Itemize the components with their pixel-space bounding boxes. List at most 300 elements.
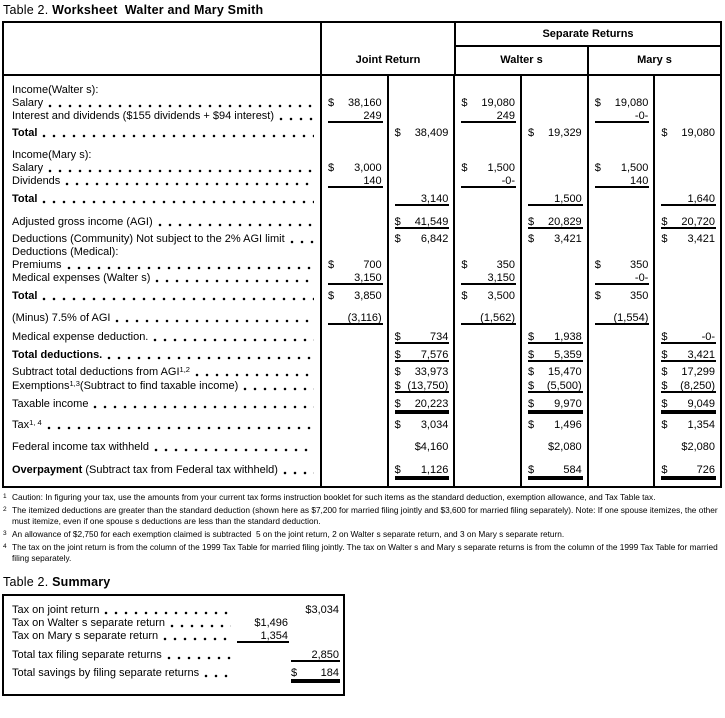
row-label-rest: (Subtract to find taxable income)	[79, 380, 239, 392]
amount-cell	[653, 149, 720, 162]
amount-value: 38,409	[414, 127, 449, 139]
amount-cell	[520, 175, 587, 188]
header-separate-returns-group	[454, 23, 720, 74]
amount-value: -0-	[701, 331, 716, 343]
footnote	[2, 542, 723, 564]
amount-cell	[520, 149, 587, 162]
amount-cell	[453, 464, 520, 477]
amount-value: 20,829	[548, 216, 582, 228]
amount-value: 3,421	[554, 233, 582, 245]
summary-row-label	[4, 649, 237, 662]
amount-cell	[453, 193, 520, 206]
amount-cell	[520, 193, 587, 206]
amount-value: 140	[630, 175, 649, 187]
row-label-text: Interest and dividends ($155 dividends + $94 interest)	[12, 110, 275, 122]
row-label-text: Taxable income	[12, 398, 89, 410]
amount-cell	[322, 398, 387, 411]
row-label-text: Salary	[12, 97, 44, 109]
amount-cell	[587, 175, 654, 188]
amount-cell	[520, 290, 587, 303]
summary-label-text: Total tax filing separate returns	[12, 649, 162, 661]
worksheet-table-header	[4, 23, 720, 76]
amount-cell	[387, 303, 454, 312]
summary-row-label	[4, 604, 237, 617]
amount-cell	[587, 432, 654, 441]
amount	[461, 175, 516, 188]
footnote-reference: 1,3	[69, 380, 80, 388]
summary-row	[4, 667, 340, 680]
table-row	[4, 149, 720, 162]
amount-cell	[387, 419, 454, 432]
table-row	[4, 464, 720, 477]
amount-cell	[322, 233, 387, 246]
dollar-sign: $	[661, 127, 668, 139]
amount-cell	[322, 140, 387, 149]
amount-value: 350	[496, 259, 516, 271]
dollar-sign: $	[394, 464, 401, 476]
amount-value: -0-	[634, 272, 649, 284]
row-label	[4, 206, 322, 216]
dollar-sign: $	[661, 331, 668, 343]
amount-cell	[387, 140, 454, 149]
summary-row	[4, 630, 340, 643]
amount-value: 9,049	[687, 398, 716, 410]
footnote-text: The itemized deductions are greater than the standard deduction (shown here as $7,200 for married filing jointly and $3,600 for married filing separately). Note: If one spouse itemizes, the other must itemize, even if one spouse s deductions are less than the standard deduction.	[12, 505, 718, 526]
row-label	[4, 290, 322, 303]
amount-cell	[520, 140, 587, 149]
amount-cell	[453, 110, 520, 123]
row-label	[4, 411, 322, 419]
row-label	[4, 331, 322, 344]
row-label-bold: Overpayment	[12, 464, 83, 476]
row-label-text: Deductions (Community) Not subject to the 2% AGI limit	[12, 233, 285, 245]
amount-value: 3,000	[354, 162, 382, 174]
row-label	[4, 303, 322, 312]
amount-cell	[322, 419, 387, 432]
amount	[661, 398, 716, 411]
table-row	[4, 259, 720, 272]
table-row	[4, 110, 720, 123]
row-label	[4, 162, 322, 175]
amount-cell	[587, 454, 654, 464]
amount-value: (8,250)	[680, 380, 716, 392]
dot-leader	[158, 216, 314, 229]
amount-cell	[453, 233, 520, 246]
amount-cell	[453, 432, 520, 441]
amount-cell	[453, 175, 520, 188]
amount-cell	[520, 246, 587, 259]
amount-cell	[653, 464, 720, 477]
amount	[528, 398, 583, 411]
amount	[461, 259, 516, 272]
dollar-sign: $	[528, 366, 535, 378]
amount-value: $2,080	[681, 441, 716, 453]
amount-value: 3,140	[420, 193, 449, 205]
amount-cell	[453, 216, 520, 229]
amount	[328, 97, 383, 110]
amount-cell	[587, 380, 654, 393]
amount-cell	[322, 149, 387, 162]
row-label-text: Adjusted gross income (AGI)	[12, 216, 153, 228]
amount	[395, 331, 450, 344]
dollar-sign: $	[528, 419, 535, 431]
dot-leader	[47, 419, 314, 432]
dot-leader	[153, 331, 314, 344]
amount-cell	[453, 97, 520, 110]
row-label	[4, 366, 322, 379]
amount-cell	[387, 398, 454, 411]
amount-cell	[587, 312, 654, 325]
amount-cell	[520, 272, 587, 285]
amount-value: 1,500	[554, 193, 582, 205]
amount	[661, 380, 716, 393]
row-label	[4, 193, 322, 206]
amount-value: 9,970	[554, 398, 582, 410]
summary-mid-amount	[237, 604, 289, 617]
spacer-row	[4, 303, 720, 312]
amount-cell	[322, 366, 387, 379]
amount-cell	[653, 290, 720, 303]
amount-cell	[387, 477, 454, 486]
amount-value: (13,750)	[407, 380, 449, 392]
row-label	[4, 432, 322, 441]
amount-cell	[587, 272, 654, 285]
row-label	[4, 76, 322, 84]
amount-value: 584	[563, 464, 582, 476]
amount-cell	[653, 411, 720, 419]
amount-cell	[322, 349, 387, 362]
amount-cell	[587, 206, 654, 216]
summary-row-label	[4, 630, 237, 643]
amount-cell	[453, 127, 520, 140]
amount	[328, 312, 383, 325]
amount	[461, 272, 516, 285]
amount-cell	[453, 259, 520, 272]
amount-cell	[322, 464, 387, 477]
amount-value: 20,223	[414, 398, 449, 410]
dollar-sign: $	[394, 331, 401, 343]
amount-value: 1,938	[554, 331, 582, 343]
amount	[661, 331, 716, 344]
amount-cell	[453, 76, 520, 84]
amount-cell	[322, 454, 387, 464]
dot-leader	[195, 366, 314, 379]
amount-value: 1,354	[260, 630, 288, 642]
amount-cell	[453, 380, 520, 393]
dot-leader	[115, 312, 314, 325]
row-label	[4, 97, 322, 110]
footnote	[2, 492, 723, 503]
summary-right-amount	[291, 649, 340, 662]
amount-cell	[587, 216, 654, 229]
table-row	[4, 272, 720, 285]
dollar-sign: $	[528, 331, 535, 343]
amount-value: (1,562)	[480, 312, 516, 324]
amount	[595, 162, 650, 175]
amount-cell	[653, 380, 720, 393]
footnote-number: 4	[3, 543, 7, 550]
worksheet-table-body	[4, 76, 720, 486]
amount-value: 19,080	[481, 97, 516, 109]
amount-cell	[453, 441, 520, 454]
amount-value: $2,080	[548, 441, 582, 453]
amount	[461, 110, 516, 123]
amount-cell	[653, 110, 720, 123]
amount-cell	[653, 246, 720, 259]
amount-cell	[520, 97, 587, 110]
header-walters-column: Walter s	[500, 54, 543, 66]
amount-cell	[520, 419, 587, 432]
amount-cell	[387, 331, 454, 344]
dot-leader	[243, 380, 314, 393]
amount-cell	[453, 303, 520, 312]
amount-cell	[587, 464, 654, 477]
summary-row	[4, 617, 340, 630]
summary-mid-amount	[237, 630, 289, 643]
summary-label-text: Tax on Walter s separate return	[12, 617, 166, 629]
amount-cell	[520, 398, 587, 411]
header-separate-subcolumns	[456, 47, 720, 74]
amount-cell	[653, 272, 720, 285]
row-label	[4, 312, 322, 325]
worksheet-title	[3, 3, 725, 17]
amount-cell	[587, 149, 654, 162]
dollar-sign: $	[661, 366, 668, 378]
amount-cell	[587, 349, 654, 362]
header-joint-return: Joint Return	[355, 54, 421, 66]
amount-cell	[520, 441, 587, 454]
amount-cell	[387, 272, 454, 285]
summary-row-label	[4, 617, 237, 630]
spacer-row	[4, 477, 720, 486]
amount-value: 20,720	[681, 216, 716, 228]
amount-cell	[453, 454, 520, 464]
dollar-sign: $	[394, 127, 401, 139]
header-separate-returns: Separate Returns	[456, 23, 720, 47]
amount	[661, 464, 716, 477]
amount-value: 350	[630, 290, 649, 302]
amount-cell	[520, 76, 587, 84]
amount-cell	[322, 303, 387, 312]
dollar-sign: $	[394, 233, 401, 245]
amount	[528, 331, 583, 344]
amount-cell	[520, 110, 587, 123]
table-row	[4, 127, 720, 140]
dollar-sign: $	[461, 290, 468, 302]
amount-value: 7,576	[420, 349, 449, 361]
amount-cell	[520, 477, 587, 486]
amount	[528, 349, 583, 362]
amount-cell	[387, 441, 454, 454]
amount-cell	[387, 206, 454, 216]
table-row	[4, 162, 720, 175]
amount	[395, 380, 450, 393]
amount-value: 3,150	[354, 272, 382, 284]
footnote	[2, 529, 723, 540]
amount	[661, 419, 716, 432]
dot-leader	[155, 272, 314, 285]
amount-cell	[322, 84, 387, 97]
amount-cell	[322, 380, 387, 393]
row-label-text: Medical expense deduction.	[12, 331, 149, 343]
row-label-text: Exemptions	[12, 380, 70, 392]
amount-cell	[453, 149, 520, 162]
amount-value: 726	[696, 464, 716, 476]
amount-value: 38,160	[348, 97, 382, 109]
amount	[395, 441, 450, 454]
dot-leader	[48, 97, 314, 110]
amount-cell	[387, 97, 454, 110]
summary-mid-amount	[237, 617, 289, 630]
amount-cell	[653, 259, 720, 272]
amount-cell	[322, 110, 387, 123]
amount-cell	[653, 366, 720, 379]
amount-cell	[520, 411, 587, 419]
amount-cell	[520, 259, 587, 272]
amount-value: 33,973	[414, 366, 449, 378]
amount	[595, 175, 650, 188]
amount	[395, 398, 450, 411]
amount	[395, 193, 450, 206]
dot-leader	[107, 349, 314, 362]
table-row	[4, 380, 720, 393]
amount-cell	[587, 303, 654, 312]
amount-cell	[587, 259, 654, 272]
row-label-text: Salary	[12, 162, 44, 174]
amount-cell	[387, 411, 454, 419]
amount-value: 41,549	[414, 216, 449, 228]
dollar-sign: $	[461, 97, 468, 109]
dot-leader	[170, 617, 231, 630]
amount-cell	[653, 441, 720, 454]
spacer-row	[4, 76, 720, 84]
amount-cell	[387, 464, 454, 477]
amount-value: 249	[496, 110, 516, 122]
dot-leader	[163, 630, 231, 643]
dollar-sign: $	[528, 380, 535, 392]
amount-cell	[387, 233, 454, 246]
row-label-text: Income(Mary s):	[12, 149, 92, 161]
amount-cell	[322, 216, 387, 229]
row-label-text: Income(Walter s):	[12, 84, 99, 96]
dot-leader	[279, 110, 314, 123]
footnote-text: Caution: In figuring your tax, use the amounts from your current tax forms instruction booklet for such items as the standard deduction, exemption allowance, and Tax Table tax.	[12, 492, 656, 502]
amount-value: 3,150	[487, 272, 516, 284]
amount-cell	[322, 411, 387, 419]
amount	[528, 464, 583, 477]
amount-value: 184	[320, 667, 339, 679]
amount-cell	[453, 246, 520, 259]
dot-leader	[42, 127, 314, 140]
amount-value: (3,116)	[347, 312, 382, 324]
amount-cell	[520, 216, 587, 229]
amount-cell	[587, 246, 654, 259]
summary-right-amount	[291, 604, 340, 617]
row-label	[4, 216, 322, 229]
dollar-sign: $	[594, 259, 601, 271]
footnote-number: 2	[3, 506, 7, 513]
amount	[661, 349, 716, 362]
dollar-sign: $	[394, 216, 401, 228]
row-label	[4, 464, 322, 477]
amount-value: 249	[363, 110, 382, 122]
row-label-text: Premiums	[12, 259, 62, 271]
amount-cell	[587, 411, 654, 419]
spacer-row	[4, 411, 720, 419]
amount-value: 1,496	[554, 419, 582, 431]
amount-cell	[653, 127, 720, 140]
amount-cell	[653, 303, 720, 312]
amount	[661, 366, 716, 379]
amount-cell	[387, 193, 454, 206]
dot-leader	[283, 464, 314, 477]
amount-value: 3,500	[487, 290, 516, 302]
amount-cell	[520, 312, 587, 325]
table-row	[4, 419, 720, 432]
amount	[595, 312, 650, 325]
table-row	[4, 366, 720, 379]
dollar-sign: $	[661, 464, 668, 476]
amount-value: 1,640	[687, 193, 716, 205]
amount-cell	[653, 398, 720, 411]
dot-leader	[104, 604, 231, 617]
row-label	[4, 454, 322, 464]
amount-cell	[322, 331, 387, 344]
amount	[395, 127, 450, 140]
summary-right-amount	[291, 617, 340, 630]
summary-mid-amount	[237, 649, 289, 662]
amount-cell	[322, 441, 387, 454]
table-row	[4, 97, 720, 110]
summary-title-main: Summary	[52, 575, 111, 589]
amount-cell	[322, 193, 387, 206]
dollar-sign: $	[528, 398, 535, 410]
row-label	[4, 349, 322, 362]
dollar-sign: $	[528, 233, 535, 245]
dollar-sign: $	[661, 349, 668, 361]
row-label	[4, 175, 322, 188]
amount-value: 1,500	[487, 162, 516, 174]
row-label-text: Federal income tax withheld	[12, 441, 149, 453]
summary-label-text: Total savings by filing separate returns	[12, 667, 200, 679]
table-row	[4, 312, 720, 325]
dot-leader	[167, 649, 231, 662]
amount	[461, 290, 516, 303]
amount-cell	[322, 175, 387, 188]
row-label	[4, 272, 322, 285]
dot-leader	[42, 193, 314, 206]
amount-cell	[322, 272, 387, 285]
amount	[595, 97, 650, 110]
dot-leader	[290, 233, 314, 246]
amount	[595, 272, 650, 285]
amount-cell	[387, 349, 454, 362]
row-label	[4, 419, 322, 432]
amount-cell	[453, 331, 520, 344]
amount	[461, 312, 516, 325]
amount	[595, 290, 650, 303]
amount-value: -0-	[634, 110, 649, 122]
amount-cell	[322, 206, 387, 216]
amount-cell	[520, 331, 587, 344]
header-label-cell	[4, 23, 322, 74]
amount-cell	[453, 477, 520, 486]
row-label	[4, 246, 322, 259]
amount	[595, 110, 650, 123]
dollar-sign: $	[661, 380, 668, 392]
amount-cell	[387, 84, 454, 97]
amount-cell	[322, 312, 387, 325]
